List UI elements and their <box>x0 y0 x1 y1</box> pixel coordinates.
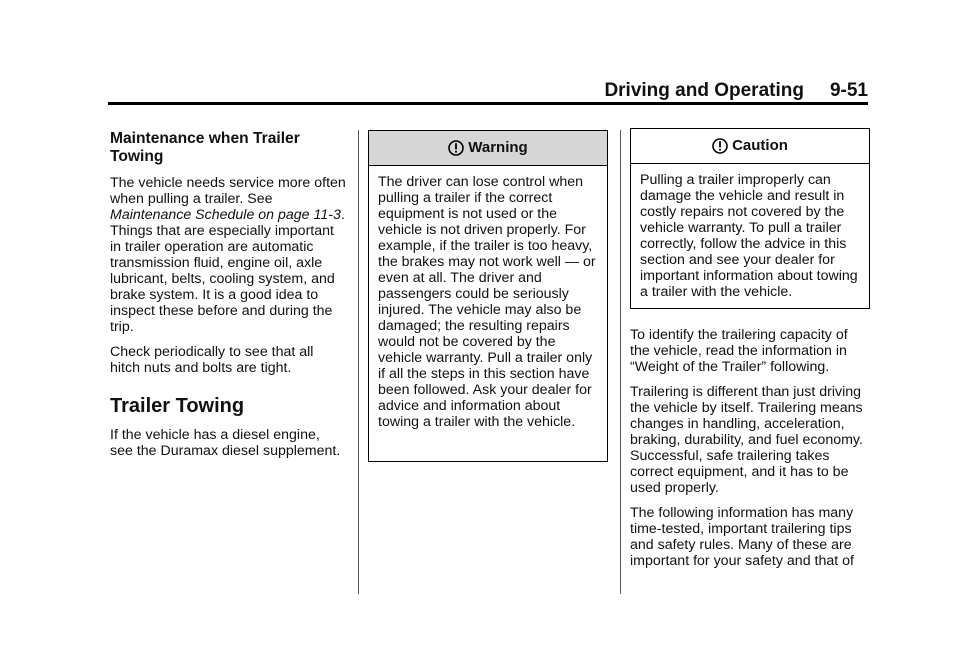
maintenance-schedule-link[interactable]: Maintenance Schedule on page 11-3 <box>110 207 341 223</box>
alert-icon <box>448 140 464 156</box>
section-title: Driving and Operating <box>604 80 804 101</box>
hitch-paragraph: Check periodically to see that all hitch nuts and bolts are tight. <box>110 344 314 376</box>
diesel-paragraph: If the vehicle has a diesel engine, see the Duramax diesel supplement. <box>110 427 341 459</box>
warning-title: Warning <box>468 139 528 156</box>
header-rule <box>108 102 868 105</box>
capacity-paragraph: To identify the trailering capacity of the vehicle, read the information in “Weight of the Trailer” following. <box>630 327 848 375</box>
caution-box <box>630 128 870 309</box>
trailer-towing-heading: Trailer Towing <box>110 395 245 417</box>
left-column <box>110 128 346 468</box>
caution-header <box>631 129 869 164</box>
tips-paragraph: The following information has many time-tested, important trailering tips and safety rules. Many of these are important for your safety and that of <box>630 505 854 569</box>
page-number: 9-51 <box>829 80 868 101</box>
right-column <box>630 128 870 578</box>
warning-header <box>369 131 607 166</box>
warning-body: The driver can lose control when pulling a trailer if the correct equipment is not used or the vehicle is not driven properly. For example, if the trailer is too heavy, the brakes may not work well — or even at all. The driver and passengers could be seriously injured. The vehicle may also be damaged; the resulting repairs would not be covered by the vehicle warranty. Pull a trailer only if all the steps in this section have been followed. Ask your dealer for advice and information about towing a trailer with the vehicle. <box>378 174 596 430</box>
caution-body: Pulling a trailer improperly can damage the vehicle and result in costly repairs not covered by the vehicle warranty. To pull a trailer correctly, follow the advice in this section and see your dealer for important information about towing a trailer with the vehicle. <box>640 172 858 300</box>
maintenance-text-a: The vehicle needs service more often when pulling a trailer. See <box>110 175 346 207</box>
maintenance-heading: Maintenance when Trailer Towing <box>110 130 300 165</box>
maintenance-text-b: . Things that are especially important in trailer operation are automatic transmission fluid, engine oil, axle lubricant, belts, cooling system, and brake system. It is a good idea to inspect these before and during the trip. <box>110 207 345 335</box>
alert-icon <box>712 138 728 154</box>
column-divider-1 <box>358 130 359 594</box>
page-header <box>108 80 868 104</box>
trailering-paragraph: Trailering is different than just driving the vehicle by itself. Trailering means changes in handling, acceleration, braking, durability, and fuel economy. Successful, safe trailering takes correct equipment, and it has to be used properly. <box>630 384 863 496</box>
warning-box <box>368 130 608 462</box>
maintenance-paragraph <box>110 175 346 335</box>
column-divider-2 <box>620 130 621 594</box>
caution-title: Caution <box>732 137 788 154</box>
